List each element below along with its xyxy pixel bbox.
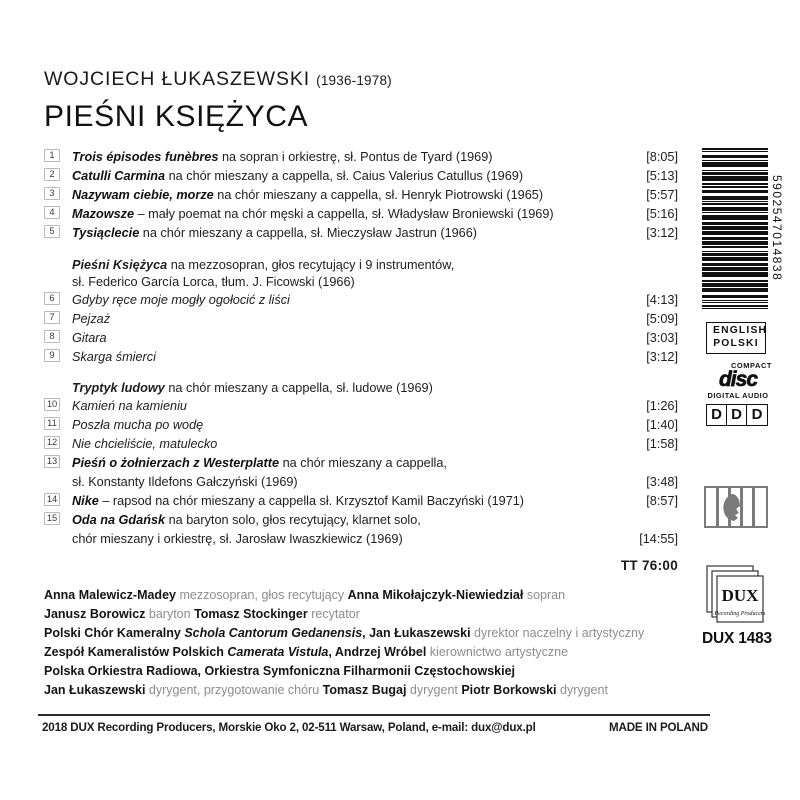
performer-name: Zespół Kameralistów Polskich <box>44 645 228 660</box>
institute-logo <box>704 485 768 529</box>
track-row[interactable] <box>44 148 678 167</box>
group-description-line2: sł. Federico García Lorca, tłum. J. Ficowski (1966) <box>72 274 355 289</box>
track-duration: [8:05] <box>646 150 678 164</box>
track-text <box>44 329 622 348</box>
track-row[interactable] <box>44 492 678 511</box>
track-duration: [3:12] <box>646 226 678 241</box>
performer-role: recytator <box>307 607 360 622</box>
ddd-letter: D <box>727 405 747 425</box>
album-title: PIEŚNI KSIĘŻYCA <box>44 100 309 133</box>
digital-audio-label: DIGITAL AUDIO <box>707 391 769 400</box>
track-duration: [8:57] <box>646 493 678 508</box>
track-row[interactable] <box>44 167 678 186</box>
track-number: 2 <box>44 168 60 181</box>
track-row[interactable] <box>44 329 678 348</box>
track-row[interactable] <box>44 310 678 329</box>
track-description: – mały poemat na chór męski a cappella, sł. Władysław Broniewski (1969) <box>134 207 554 222</box>
barcode-number: 5902547014838 <box>770 174 784 282</box>
track-text <box>44 167 622 186</box>
track-title: Nike <box>72 493 99 508</box>
performer-role: sopran <box>523 588 566 602</box>
track-text <box>44 205 622 224</box>
track-text <box>44 148 622 167</box>
group-title: Tryptyk ludowy <box>72 380 165 395</box>
track-number: 15 <box>44 512 60 525</box>
barcode <box>702 148 784 308</box>
track-text <box>44 224 622 243</box>
track-duration: [5:16] <box>646 207 678 222</box>
performer-role: dyrygent, przygotowanie chóru <box>145 683 323 698</box>
track-row[interactable] <box>44 348 678 367</box>
track-title: Gdyby ręce moje mogły ogołocić z liści <box>72 292 290 307</box>
performer-line <box>44 624 684 643</box>
track-duration: [1:40] <box>646 417 678 432</box>
tracklist-group-header <box>44 257 678 291</box>
track-text <box>44 186 622 205</box>
performer-role: kierownictwo artystyczne <box>426 645 569 660</box>
track-title: Skarga śmierci <box>72 350 156 365</box>
footer-divider <box>38 714 710 716</box>
ddd-letter: D <box>707 405 727 425</box>
track-number: 13 <box>44 455 60 468</box>
track-title: Catulli Carmina <box>72 169 166 184</box>
track-number: 9 <box>44 349 60 362</box>
track-description: na chór mieszany a cappella, sł. Henryk Piotrowski (1965) <box>213 188 544 203</box>
tracklist-group-header <box>44 380 678 397</box>
track-row[interactable] <box>44 511 678 548</box>
track-description-line2: sł. Konstanty Ildefons Gałczyński (1969) <box>72 474 298 489</box>
compact-disc-badge <box>702 362 774 400</box>
catalog-number: DUX 1483 <box>702 630 772 647</box>
track-text <box>44 454 622 491</box>
track-duration: [3:12] <box>646 350 678 365</box>
track-number: 12 <box>44 436 60 449</box>
ddd-badge <box>706 404 768 426</box>
right-rail <box>694 0 800 800</box>
track-number: 5 <box>44 225 60 238</box>
track-row[interactable] <box>44 416 678 435</box>
track-number: 7 <box>44 311 60 324</box>
performer-name: Anna Malewicz-Madey <box>44 588 176 602</box>
performer-name: Janusz Borowicz <box>44 607 146 622</box>
track-text <box>44 348 622 367</box>
track-description: na baryton solo, głos recytujący, klarnet solo, <box>165 512 421 527</box>
language-polski: POLSKI <box>713 337 759 349</box>
compact-label: COMPACT <box>730 361 772 370</box>
track-number: 11 <box>44 417 60 430</box>
barcode-bars <box>702 148 768 308</box>
performer-name: Anna Mikołajczyk-Niewiedział <box>347 588 524 602</box>
ddd-letter: D <box>751 406 763 423</box>
tracklist <box>44 148 678 549</box>
track-duration: [3:48] <box>646 474 678 489</box>
track-title: Tysiąclecie <box>72 226 140 241</box>
track-text <box>44 310 622 329</box>
track-number: 1 <box>44 149 60 162</box>
track-title: Pejzaż <box>72 312 111 327</box>
footer-made-in: MADE IN POLAND <box>608 721 708 734</box>
performers-credits <box>44 586 684 701</box>
track-row[interactable] <box>44 397 678 416</box>
track-text <box>44 435 622 454</box>
dux-logo <box>706 565 768 625</box>
track-number: 4 <box>44 206 60 219</box>
performer-name: Polski Chór Kameralny <box>44 626 185 641</box>
performer-line <box>44 643 684 662</box>
track-text <box>44 511 622 548</box>
performer-name: Tomasz Bugaj <box>322 683 407 698</box>
track-title: Kamień na kamieniu <box>72 398 187 413</box>
footer <box>42 721 714 734</box>
performer-name: Jan Łukaszewski <box>44 683 146 698</box>
track-row[interactable] <box>44 224 678 243</box>
svg-text:DUX: DUX <box>721 586 759 605</box>
track-description: na sopran i orkiestrę, sł. Pontus de Tyard (1969) <box>218 150 493 164</box>
track-description: – rapsod na chór mieszany a cappella sł. Krzysztof Kamil Baczyński (1971) <box>98 493 525 508</box>
performer-name: Tomasz Stockinger <box>194 607 308 622</box>
track-title: Poszła mucha po wodę <box>72 417 204 432</box>
performer-name: , <box>328 645 335 660</box>
track-row[interactable] <box>44 454 678 491</box>
header <box>44 68 392 134</box>
composer-label: WOJCIECH ŁUKASZEWSKI <box>44 68 311 90</box>
language-english: ENGLISH <box>713 325 768 336</box>
performer-line <box>44 605 684 624</box>
track-title: Trois épisodes funèbres <box>72 150 219 164</box>
performer-role: mezzosopran, głos recytujący <box>175 588 348 602</box>
track-number: 10 <box>44 398 60 411</box>
track-title: Pieśń o żołnierzach z Westerplatte <box>72 456 280 471</box>
group-description: na mezzosopran, głos recytujący i 9 instrumentów, <box>167 257 455 272</box>
group-description: na chór mieszany a cappella, sł. ludowe (1969) <box>164 380 433 395</box>
performer-role: dyrygent <box>556 683 608 698</box>
track-duration: [3:03] <box>646 331 678 346</box>
track-duration: [5:57] <box>646 188 678 203</box>
track-title: Nazywam ciebie, morze <box>72 188 214 203</box>
composer-years: (1936-1978) <box>316 73 392 88</box>
track-text <box>44 492 622 511</box>
track-row[interactable] <box>44 205 678 224</box>
track-number: 8 <box>44 330 60 343</box>
track-duration: [1:26] <box>646 398 678 413</box>
track-duration: [5:09] <box>646 312 678 327</box>
track-title: Oda na Gdańsk <box>72 512 166 527</box>
performer-line <box>44 681 684 700</box>
track-text <box>44 416 622 435</box>
performer-name: Piotr Borkowski <box>461 683 557 698</box>
performer-name: Andrzej Wróbel <box>334 645 427 660</box>
disc-label: disc <box>718 368 758 391</box>
performer-name: Polska Orkiestra Radiowa, Orkiestra Symfoniczna Filharmonii Częstochowskiej <box>44 664 515 679</box>
track-number: 6 <box>44 292 60 305</box>
track-duration: [5:13] <box>646 169 678 184</box>
track-duration: [1:58] <box>646 437 678 452</box>
composer-name <box>44 68 392 91</box>
track-duration: [4:13] <box>646 292 678 307</box>
performer-name: Camerata Vistula <box>227 645 329 660</box>
performer-role: baryton <box>145 607 195 622</box>
footer-publisher-info: 2018 DUX Recording Producers, Morskie Oko 2, 02-511 Warsaw, Poland, e-mail: dux@dux.pl <box>42 721 536 734</box>
track-title: Mazowsze <box>72 207 135 222</box>
track-row[interactable] <box>44 291 678 310</box>
track-title: Gitara <box>72 331 107 346</box>
performer-role: dyrygent <box>406 683 462 698</box>
performer-line <box>44 662 684 681</box>
track-text <box>44 397 622 416</box>
performer-name: , <box>362 626 370 641</box>
language-badge <box>706 322 766 354</box>
track-description: na chór mieszany a cappella, sł. Mieczysław Jastrun (1966) <box>139 226 478 241</box>
track-title: Nie chcieliście, matulecko <box>72 437 218 452</box>
track-number: 3 <box>44 187 60 200</box>
track-number: 14 <box>44 493 60 506</box>
performer-role: dyrektor naczelny i artystyczny <box>470 626 645 641</box>
performer-line <box>44 586 684 605</box>
svg-text:Recording Producers: Recording Producers <box>714 611 766 617</box>
group-title: Pieśni Księżyca <box>72 257 168 272</box>
track-duration: [14:55] <box>639 531 678 546</box>
track-description: na chór mieszany a cappella, <box>279 456 447 471</box>
track-row[interactable] <box>44 435 678 454</box>
total-time: TT 76:00 <box>620 558 678 573</box>
track-description: na chór mieszany a cappella, sł. Caius Valerius Catullus (1969) <box>165 169 524 184</box>
performer-name: Jan Łukaszewski <box>369 626 471 641</box>
performer-name: Schola Cantorum Gedanensis <box>184 626 363 641</box>
track-row[interactable] <box>44 186 678 205</box>
track-description-line2: chór mieszany i orkiestrę, sł. Jarosław Iwaszkiewicz (1969) <box>72 531 403 546</box>
track-text <box>44 291 622 310</box>
